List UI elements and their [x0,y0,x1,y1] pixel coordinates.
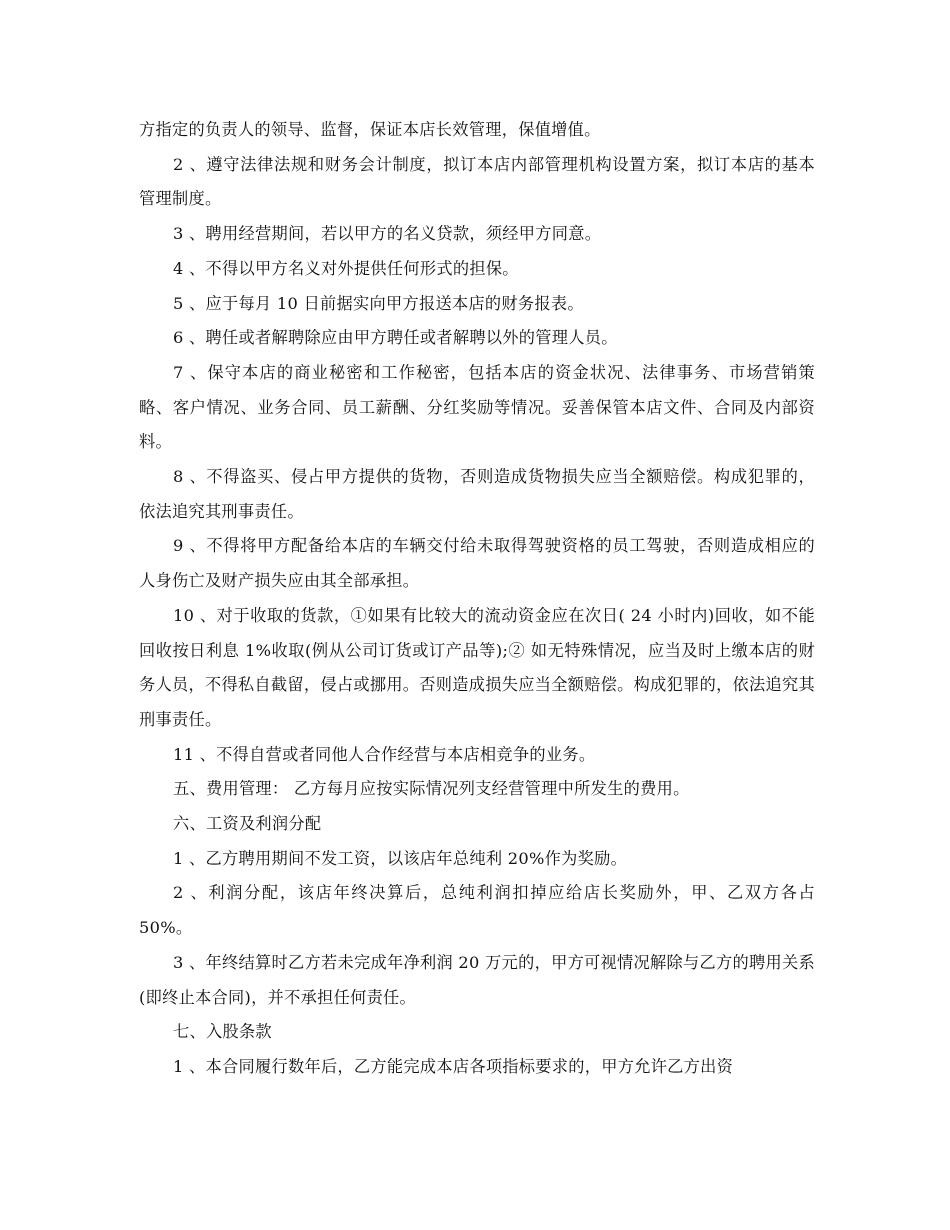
section-heading-shares: 七、入股条款 [173,1022,272,1042]
paragraph-1: 方指定的负责人的领导、监督，保证本店长效管理，保值增值。 [139,120,601,139]
paragraph-10: 10 、对于收取的货款，①如果有比较大的流动资金应在次日( 24 小时内)回收，如不能回收按日利息 1%收取(例从公司订货或订产品等);② 如无特殊情况，应当及时上缴本店的财务人员，不得私自截留，侵占或挪用。否则造成损失应当全额赔偿。构成犯罪的，依法追究其刑事责任。 [139,605,815,729]
paragraph-salary-1: 1 、乙方聘用期间不发工资，以该店年总纯利 20%作为奖励。 [173,848,628,868]
section-heading-expense: 五、费用管理： 乙方每月应按实际情况列支经营管理中所发生的费用。 [173,779,690,799]
section-heading-salary-profit: 六、工资及利润分配 [173,814,322,834]
paragraph-5: 5 、应于每月 10 日前据实向甲方报送本店的财务报表。 [173,293,584,313]
paragraph-salary-2: 2 、利润分配，该店年终决算后，总纯利润扣掉应给店长奖励外，甲、乙双方各占 50%。 [139,883,815,938]
paragraph-3: 3 、聘用经营期间，若以甲方的名义贷款，须经甲方同意。 [173,224,602,244]
paragraph-8: 8 、不得盗买、侵占甲方提供的货物，否则造成货物损失应当全额赔偿。构成犯罪的，依法追究其刑事责任。 [139,467,815,521]
document-body [139,113,815,1085]
paragraph-11: 11 、不得自营或者同他人合作经营与本店相竞争的业务。 [173,744,596,764]
paragraph-2: 2 、遵守法律法规和财务会计制度，拟订本店内部管理机构设置方案，拟订本店的基本管理制度。 [139,154,815,209]
paragraph-9: 9 、不得将甲方配备给本店的车辆交付给未取得驾驶资格的员工驾驶，否则造成相应的人身伤亡及财产损失应由其全部承担。 [139,536,815,591]
paragraph-7: 7 、保守本店的商业秘密和工作秘密，包括本店的资金状况、法律事务、市场营销策略、客户情况、业务合同、员工薪酬、分红奖励等情况。妥善保管本店文件、合同及内部资料。 [139,362,815,452]
paragraph-shares-1: 1 、本合同履行数年后，乙方能完成本店各项指标要求的，甲方允许乙方出资 [173,1056,734,1076]
paragraph-4: 4 、不得以甲方名义对外提供任何形式的担保。 [173,258,519,278]
paragraph-salary-3: 3 、年终结算时乙方若未完成年净利润 20 万元的，甲方可视情况解除与乙方的聘用关系(即终止本合同)，并不承担任何责任。 [139,952,815,1007]
paragraph-6: 6 、聘任或者解聘除应由甲方聘任或者解聘以外的管理人员。 [173,328,618,348]
